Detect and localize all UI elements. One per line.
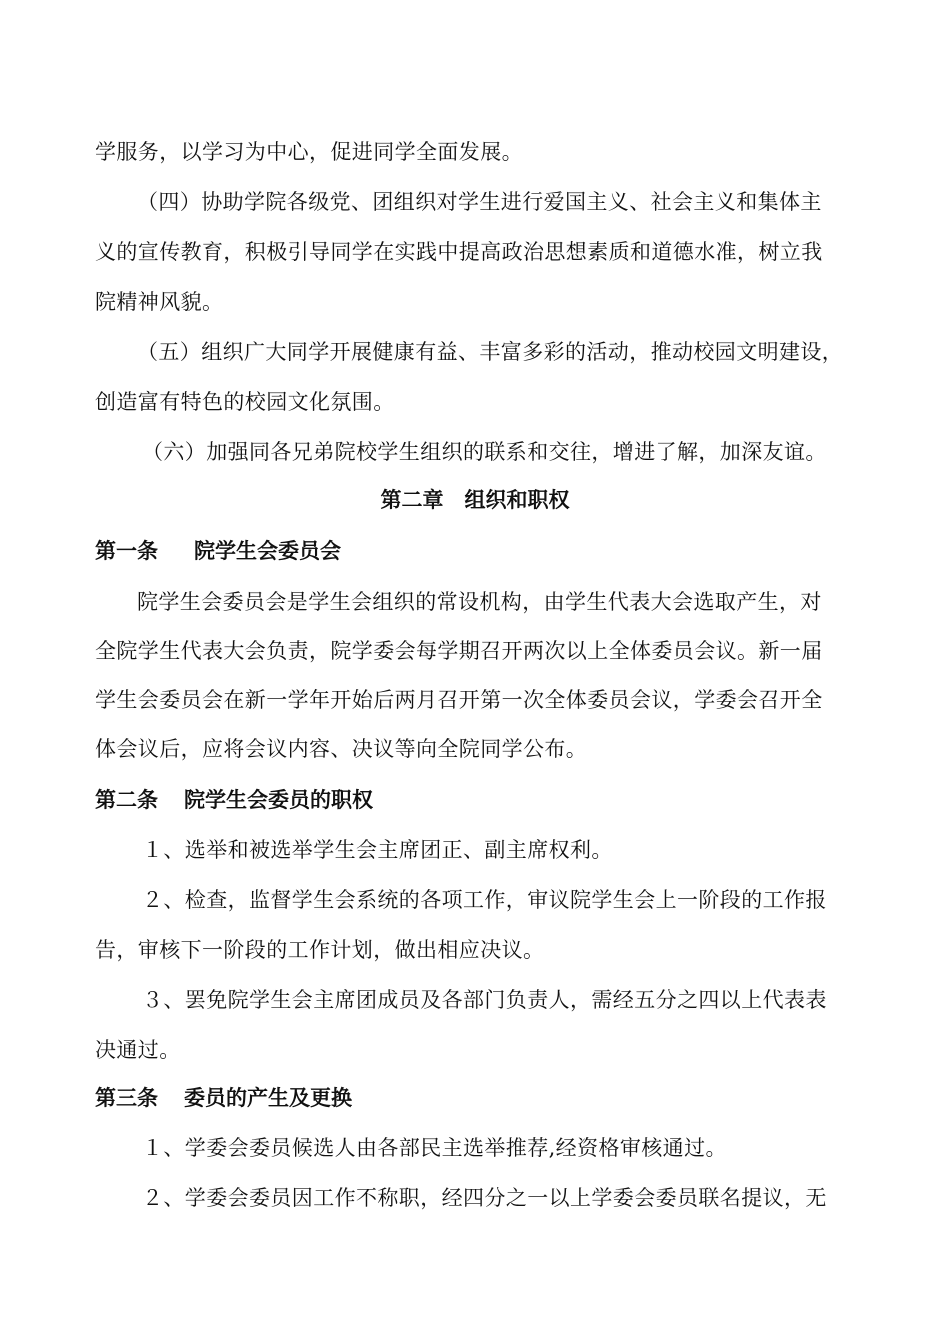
paragraph-line: 学服务，以学习为中心，促进同学全面发展。 [95, 140, 523, 164]
paragraph-line: 告，审核下一阶段的工作计划，做出相应决议。 [95, 938, 545, 962]
paragraph-line: 义的宣传教育，积极引导同学在实践中提高政治思想素质和道德水准，树立我 [95, 240, 823, 264]
paragraph-line: （四）协助学院各级党、团组织对学生进行爱国主义、社会主义和集体主 [137, 190, 822, 214]
article-title: 委员的产生及更换 [184, 1086, 352, 1110]
list-item: ２、学委会委员因工作不称职，经四分之一以上学委会委员联名提议，无 [142, 1186, 827, 1210]
article-title: 院学生会委员的职权 [184, 788, 373, 812]
article-number: 第一条 [95, 539, 158, 563]
article-heading [95, 537, 341, 565]
article-title: 院学生会委员会 [194, 539, 341, 563]
paragraph-line: 院学生会委员会是学生会组织的常设机构，由学生代表大会选取产生，对 [137, 590, 822, 614]
paragraph-line: 全院学生代表大会负责，院学委会每学期召开两次以上全体委员会议。新一届 [95, 639, 823, 663]
list-item: １、学委会委员候选人由各部民主选举推荐,经资格审核通过。 [142, 1136, 727, 1160]
paragraph-line: （五）组织广大同学开展健康有益、丰富多彩的活动，推动校园文明建设， [137, 340, 844, 364]
list-item: １、选举和被选举学生会主席团正、副主席权利。 [142, 838, 613, 862]
paragraph-line: 体会议后，应将会议内容、决议等向全院同学公布。 [95, 737, 588, 761]
list-item: ２、检查，监督学生会系统的各项工作，审议院学生会上一阶段的工作报 [142, 888, 827, 912]
paragraph-line: （六）加强同各兄弟院校学生组织的联系和交往，增进了解，加深友谊。 [142, 440, 827, 464]
article-number: 第二条 [95, 788, 158, 812]
article-heading [95, 786, 373, 814]
paragraph-line: 学生会委员会在新一学年开始后两月召开第一次全体委员会议，学委会召开全 [95, 688, 823, 712]
article-heading [95, 1084, 352, 1112]
article-number: 第三条 [95, 1086, 158, 1110]
list-item: ３、罢免院学生会主席团成员及各部门负责人，需经五分之四以上代表表 [142, 988, 827, 1012]
paragraph-line: 创造富有特色的校园文化氛围。 [95, 390, 395, 414]
chapter-title: 第二章 组织和职权 [380, 488, 570, 512]
paragraph-line: 院精神风貌。 [95, 290, 224, 314]
paragraph-line: 决通过。 [95, 1038, 181, 1062]
